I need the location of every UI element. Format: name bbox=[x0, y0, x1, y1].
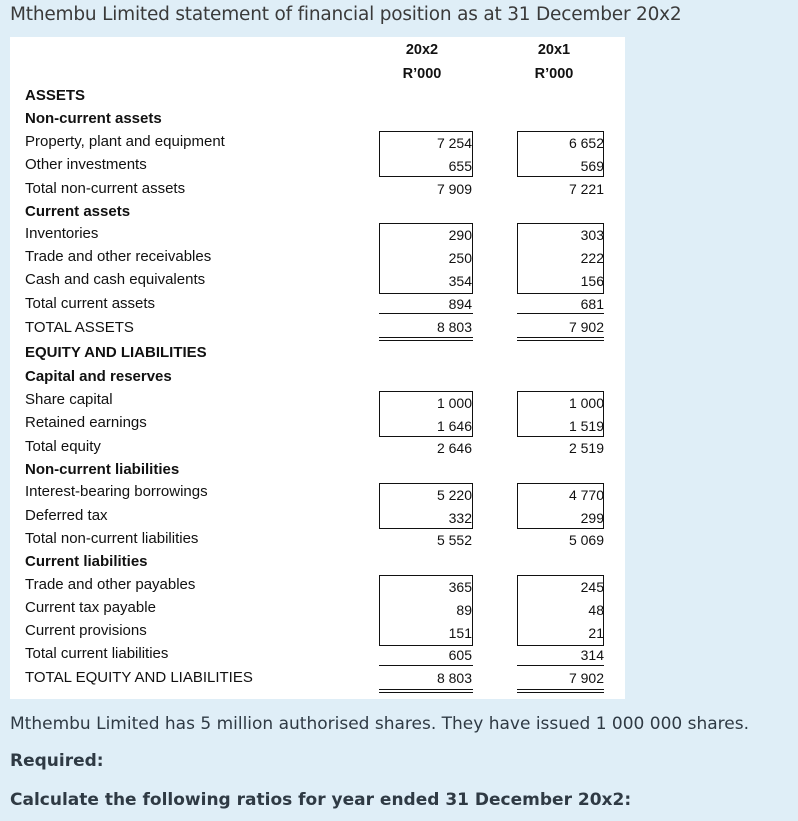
double-rule-total-assets-20x1b bbox=[517, 340, 604, 341]
value-share-capital-20x1: 1 000 bbox=[568, 395, 604, 411]
value-total-cl-20x1: 314 bbox=[580, 647, 604, 663]
value-cash-20x2: 354 bbox=[448, 273, 472, 289]
value-retained-earnings-20x2: 1 646 bbox=[436, 418, 472, 434]
label-current-tax: Current tax payable bbox=[25, 599, 156, 616]
rule-total-assets-20x2 bbox=[379, 313, 473, 314]
label-total-cl: Total current liabilities bbox=[25, 645, 169, 662]
label-trade-receivables: Trade and other receivables bbox=[25, 248, 212, 265]
rule-total-el-20x2 bbox=[379, 665, 473, 666]
value-total-equity-20x1: 2 519 bbox=[568, 440, 604, 456]
label-borrowings: Interest-bearing borrowings bbox=[25, 483, 208, 500]
label-inventories: Inventories bbox=[25, 225, 99, 242]
value-total-ncl-20x2: 5 552 bbox=[436, 532, 472, 548]
double-rule-total-el-20x1 bbox=[517, 689, 604, 690]
value-total-el-20x2: 8 803 bbox=[436, 670, 472, 686]
label-deferred-tax: Deferred tax bbox=[25, 507, 108, 524]
label-trade-payables: Trade and other payables bbox=[25, 576, 196, 593]
label-cash: Cash and cash equivalents bbox=[25, 271, 206, 288]
value-total-nca-20x1: 7 221 bbox=[568, 181, 604, 197]
value-deferred-tax-20x1: 299 bbox=[580, 510, 604, 526]
value-receivables-20x1: 222 bbox=[580, 250, 604, 266]
double-rule-total-assets-20x1 bbox=[517, 337, 604, 338]
column-year-20x2: 20x2 bbox=[405, 42, 439, 58]
value-provisions-20x2: 151 bbox=[448, 625, 472, 641]
shares-note: Mthembu Limited has 5 million authorised shares. They have issued 1 000 000 shares. bbox=[10, 714, 750, 734]
value-total-nca-20x2: 7 909 bbox=[436, 181, 472, 197]
double-rule-total-assets-20x2b bbox=[379, 340, 473, 341]
value-total-ca-20x2: 894 bbox=[448, 296, 472, 312]
value-total-assets-20x2: 8 803 bbox=[436, 319, 472, 335]
label-total-non-current-assets: Total non-current assets bbox=[25, 180, 186, 197]
value-total-assets-20x1: 7 902 bbox=[568, 319, 604, 335]
value-total-ca-20x1: 681 bbox=[580, 296, 604, 312]
instruction-text: Calculate the following ratios for year ended 31 December 20x2: bbox=[10, 790, 632, 810]
double-rule-total-assets-20x2 bbox=[379, 337, 473, 338]
label-total-assets: TOTAL ASSETS bbox=[25, 319, 134, 336]
financial-statement-table bbox=[10, 37, 625, 699]
label-capital-reserves: Capital and reserves bbox=[25, 368, 172, 385]
label-ppe: Property, plant and equipment bbox=[25, 133, 225, 150]
label-non-current-assets: Non-current assets bbox=[25, 110, 162, 127]
label-current-provisions: Current provisions bbox=[25, 622, 147, 639]
label-current-assets: Current assets bbox=[25, 203, 131, 220]
value-deferred-tax-20x2: 332 bbox=[448, 510, 472, 526]
value-current-tax-20x2: 89 bbox=[456, 602, 472, 618]
column-unit-20x2: R’000 bbox=[402, 66, 442, 82]
value-total-ncl-20x1: 5 069 bbox=[568, 532, 604, 548]
label-assets: ASSETS bbox=[25, 87, 86, 104]
value-total-el-20x1: 7 902 bbox=[568, 670, 604, 686]
value-inventories-20x1: 303 bbox=[580, 227, 604, 243]
value-trade-payables-20x1: 245 bbox=[580, 579, 604, 595]
double-rule-total-el-20x2 bbox=[379, 689, 473, 690]
page-title: Mthembu Limited statement of financial position as at 31 December 20x2 bbox=[10, 4, 682, 25]
column-year-20x1: 20x1 bbox=[537, 42, 571, 58]
label-equity-liabilities: EQUITY AND LIABILITIES bbox=[25, 344, 207, 361]
value-receivables-20x2: 250 bbox=[448, 250, 472, 266]
label-total-current-assets: Total current assets bbox=[25, 295, 156, 312]
column-unit-20x1: R’000 bbox=[534, 66, 574, 82]
label-retained-earnings: Retained earnings bbox=[25, 414, 147, 431]
value-provisions-20x1: 21 bbox=[588, 625, 604, 641]
value-trade-payables-20x2: 365 bbox=[448, 579, 472, 595]
label-total-ncl: Total non-current liabilities bbox=[25, 530, 199, 547]
value-ppe-20x1: 6 652 bbox=[568, 135, 604, 151]
rule-total-assets-20x1 bbox=[517, 313, 604, 314]
label-non-current-liabilities: Non-current liabilities bbox=[25, 461, 180, 478]
value-retained-earnings-20x1: 1 519 bbox=[568, 418, 604, 434]
value-borrowings-20x2: 5 220 bbox=[436, 487, 472, 503]
value-other-investments-20x1: 569 bbox=[580, 158, 604, 174]
value-total-cl-20x2: 605 bbox=[448, 647, 472, 663]
label-total-equity-liabilities: TOTAL EQUITY AND LIABILITIES bbox=[25, 669, 253, 686]
value-ppe-20x2: 7 254 bbox=[436, 135, 472, 151]
value-borrowings-20x1: 4 770 bbox=[568, 487, 604, 503]
value-cash-20x1: 156 bbox=[580, 273, 604, 289]
label-current-liabilities: Current liabilities bbox=[25, 553, 148, 570]
value-inventories-20x2: 290 bbox=[448, 227, 472, 243]
double-rule-total-el-20x1b bbox=[517, 692, 604, 693]
label-share-capital: Share capital bbox=[25, 391, 113, 408]
rule-total-el-20x1 bbox=[517, 665, 604, 666]
label-other-investments: Other investments bbox=[25, 156, 147, 173]
value-other-investments-20x2: 655 bbox=[448, 158, 472, 174]
label-total-equity: Total equity bbox=[25, 438, 101, 455]
value-total-equity-20x2: 2 646 bbox=[436, 440, 472, 456]
double-rule-total-el-20x2b bbox=[379, 692, 473, 693]
required-heading: Required: bbox=[10, 751, 104, 771]
value-share-capital-20x2: 1 000 bbox=[436, 395, 472, 411]
value-current-tax-20x1: 48 bbox=[588, 602, 604, 618]
